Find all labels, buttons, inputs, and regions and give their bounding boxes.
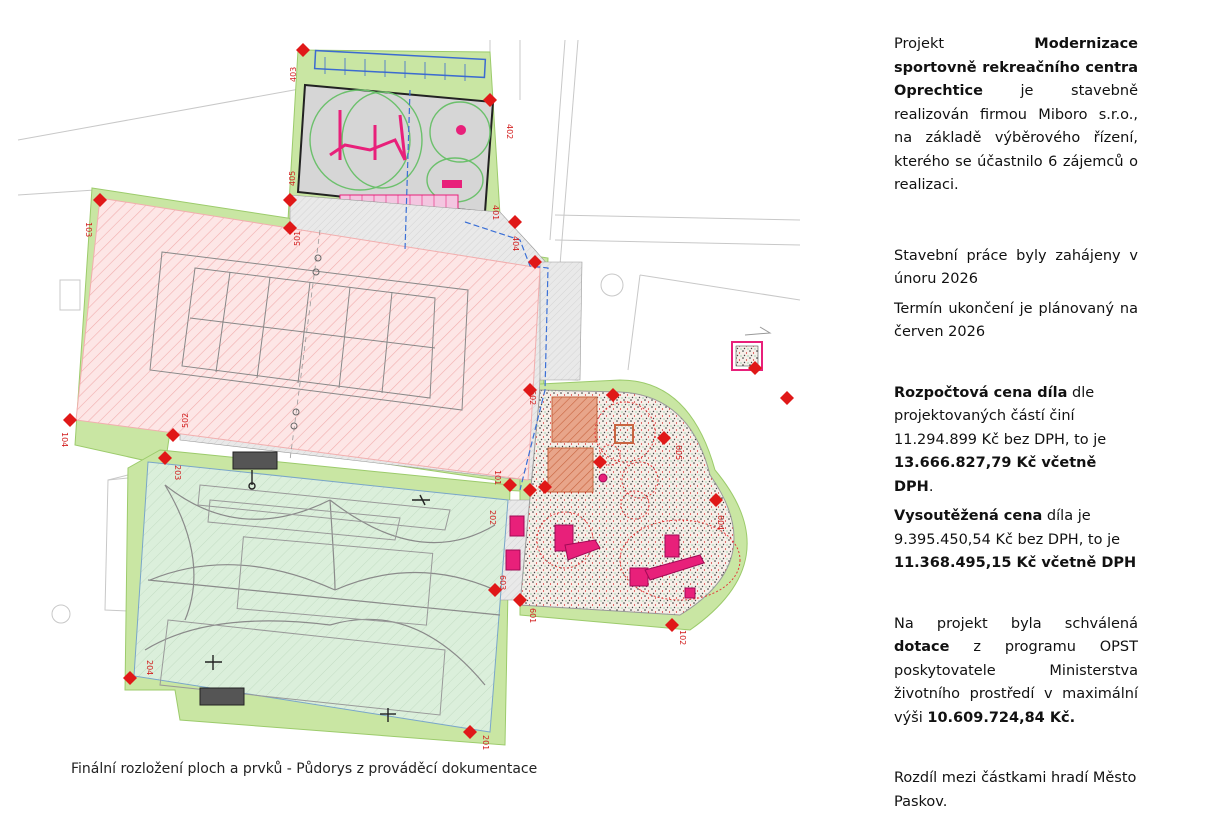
point-label: 502 — [181, 412, 190, 428]
project-info-panel — [894, 33, 1138, 814]
point-label: 605 — [674, 445, 683, 461]
east-playground — [506, 390, 740, 615]
point-label: 405 — [288, 170, 297, 186]
point-label: 104 — [60, 432, 69, 448]
point-label: 201 — [481, 735, 490, 751]
point-label: 604 — [716, 515, 725, 531]
point-label: 101 — [493, 470, 502, 486]
point-label: 602 — [528, 390, 537, 406]
project-intro: Projekt Modernizace sportovně rekreačního centra Oprechtice je stavebně realizován firmou Miboro s.r.o., na základě výběrového řízení, kterého se účastnilo 6 zájemců o realizaci. — [894, 36, 1138, 193]
point-label: 501 — [293, 230, 302, 246]
project-name: Modernizace sportovně rekreačního centra Oprechtice — [894, 36, 1138, 99]
point-label: 402 — [505, 124, 514, 140]
subsidy-info: Na projekt byla schválená dotace z programu OPST poskytovatele Ministerstva životního prostředí v maximální výši 10.609.724,84 Kč. — [894, 615, 1138, 726]
point-label: 202 — [488, 510, 497, 526]
point-label: 603 — [498, 575, 507, 591]
point-label: 102 — [678, 630, 687, 646]
info-board-qr — [732, 327, 770, 370]
point-label: 601 — [528, 608, 537, 624]
point-label: 403 — [289, 66, 298, 82]
plan-caption: Finální rozložení ploch a prvků - Půdorys z prováděcí dokumentace — [71, 761, 538, 777]
point-label: 404 — [511, 236, 520, 252]
point-label: 204 — [145, 660, 154, 676]
point-label: 203 — [173, 465, 182, 481]
budget-price: Rozpočtová cena díla dle projektovaných částí činí 11.294.899 Kč bez DPH, to je 13.666.827,79 Kč včetně DPH. — [894, 384, 1107, 495]
point-label: 103 — [84, 222, 93, 238]
difference-note: Rozdíl mezi částkami hradí Město Paskov. — [894, 770, 1137, 810]
tender-price: Vysoutěžená cena díla je 9.395.450,54 Kč bez DPH, to je 11.368.495,15 Kč včetně DPH — [894, 508, 1137, 571]
start-date: Stavební práce byly zahájeny v únoru 2026 — [894, 247, 1138, 287]
point-label: 401 — [491, 205, 500, 221]
end-date: Termín ukončení je plánovaný na červen 2026 — [894, 300, 1138, 340]
